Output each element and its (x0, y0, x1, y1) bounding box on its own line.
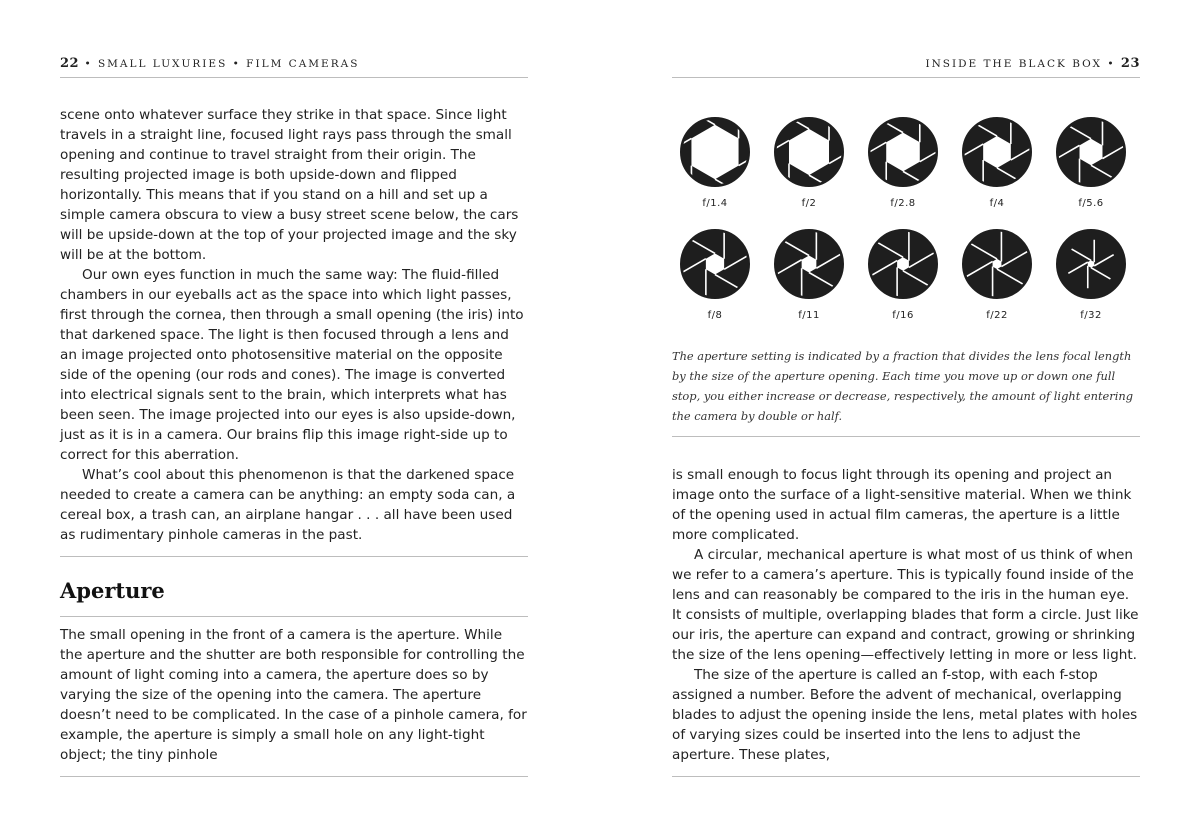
running-head-left (60, 56, 359, 71)
body-text-top (60, 105, 528, 545)
book-title: FILM CAMERAS (246, 58, 360, 70)
f-stop-label: f/2 (801, 198, 817, 209)
aperture-item (952, 116, 1042, 209)
f-stop-label: f/11 (798, 310, 820, 321)
footer-rule (672, 776, 1140, 777)
caption-rule (672, 436, 1140, 437)
footer-rule (60, 776, 528, 777)
body-text-section (60, 625, 528, 765)
aperture-icon (773, 116, 845, 188)
f-stop-label: f/2.8 (890, 198, 916, 209)
aperture-icon (1055, 116, 1127, 188)
f-stop-label: f/22 (986, 310, 1008, 321)
aperture-item (858, 228, 948, 321)
aperture-item (1046, 228, 1136, 321)
aperture-icon (961, 228, 1033, 300)
running-head-separator: • (1107, 58, 1116, 70)
paragraph: is small enough to focus light through its opening and project an image onto the surface of a light-sensitive material. When we think of the opening used in actual film cameras, the aperture is a little more complicated. (672, 467, 1132, 543)
paragraph: The small opening in the front of a camera is the aperture. While the aperture and the shutter are both responsible for controlling the amount of light coming into a camera, the aperture does so by varying the size of the opening into the camera. The aperture doesn’t need to be complicated. In the case of a pinhole camera, for example, the aperture is simply a small hole on any light-tight object; the tiny pinhole (60, 627, 527, 763)
aperture-item (858, 116, 948, 209)
chapter-title: INSIDE THE BLACK BOX (925, 58, 1103, 70)
body-text-right (672, 465, 1140, 765)
aperture-icon (867, 116, 939, 188)
aperture-item (764, 116, 854, 209)
paragraph: Our own eyes function in much the same way: The fluid-filled chambers in our eyeballs act as the space into which light passes, first through the cornea, then through a small opening (the iris) into that darkened space. The light is then focused through a lens and an image projected onto photosensitive material on the opposite side of the opening (our rods and cones). The image is converted into electrical signals sent to the brain, which interprets what has been seen. The image projected into our eyes is also upside-down, just as it is in a camera. Our brains flip this image right-side up to correct for this aberration. (60, 267, 524, 463)
page-number: 22 (60, 56, 80, 71)
section-heading: Aperture (60, 578, 165, 603)
running-head-separator: • (84, 58, 93, 70)
figure-caption: The aperture setting is indicated by a fraction that divides the lens focal length by the size of the aperture opening. Each time you move up or down one full stop, you either increase or decrease, respectively, the amount of light entering the camera by double or half. (672, 349, 1134, 423)
page-number: 23 (1120, 56, 1140, 71)
aperture-item (670, 116, 760, 209)
aperture-item (1046, 116, 1136, 209)
f-stop-label: f/32 (1080, 310, 1102, 321)
aperture-icon (1055, 228, 1127, 300)
paragraph: What’s cool about this phenomenon is that the darkened space needed to create a camera can be anything: an empty soda can, a cereal box, a trash can, an airplane hangar . . . all have been used as rudimentary pinhole cameras in the past. (60, 467, 516, 543)
header-rule (672, 77, 1140, 78)
aperture-item (952, 228, 1042, 321)
aperture-icon (773, 228, 845, 300)
aperture-icon (679, 116, 751, 188)
paragraph: A circular, mechanical aperture is what most of us think of when we refer to a camera’s aperture. This is typically found inside of the lens and can reasonably be compared to the iris in the human eye. It consists of multiple, overlapping blades that form a circle. Just like our iris, the aperture can expand and contract, growing or shrinking the size of the lens opening—effectively letting in more or less light. (672, 547, 1139, 663)
running-head-separator: • (232, 58, 241, 70)
aperture-item (670, 228, 760, 321)
f-stop-label: f/5.6 (1078, 198, 1104, 209)
book-series: SMALL LUXURIES (97, 58, 228, 70)
section-rule (60, 556, 528, 557)
section-rule (60, 616, 528, 617)
paragraph: The size of the aperture is called an f-stop, with each f-stop assigned a number. Before the advent of mechanical, overlapping blades to adjust the opening inside the lens, metal plates with holes of varying sizes could be inserted into the lens to adjust the aperture. These plates, (672, 667, 1138, 763)
header-rule (60, 77, 528, 78)
aperture-icon (679, 228, 751, 300)
aperture-icon (961, 116, 1033, 188)
aperture-diagram (670, 116, 1140, 326)
f-stop-label: f/1.4 (702, 198, 728, 209)
running-head-right (925, 56, 1140, 71)
f-stop-label: f/16 (892, 310, 914, 321)
f-stop-label: f/4 (989, 198, 1005, 209)
paragraph: scene onto whatever surface they strike in that space. Since light travels in a straight line, focused light rays pass through the small opening and continue to travel straight from their origin. The resulting projected image is both upside-down and flipped horizontally. This means that if you stand on a hill and set up a simple camera obscura to view a busy street scene below, the cars will be upside-down at the top of your projected image and the sky will be at the bottom. (60, 107, 519, 263)
f-stop-label: f/8 (707, 310, 723, 321)
aperture-item (764, 228, 854, 321)
aperture-icon (867, 228, 939, 300)
